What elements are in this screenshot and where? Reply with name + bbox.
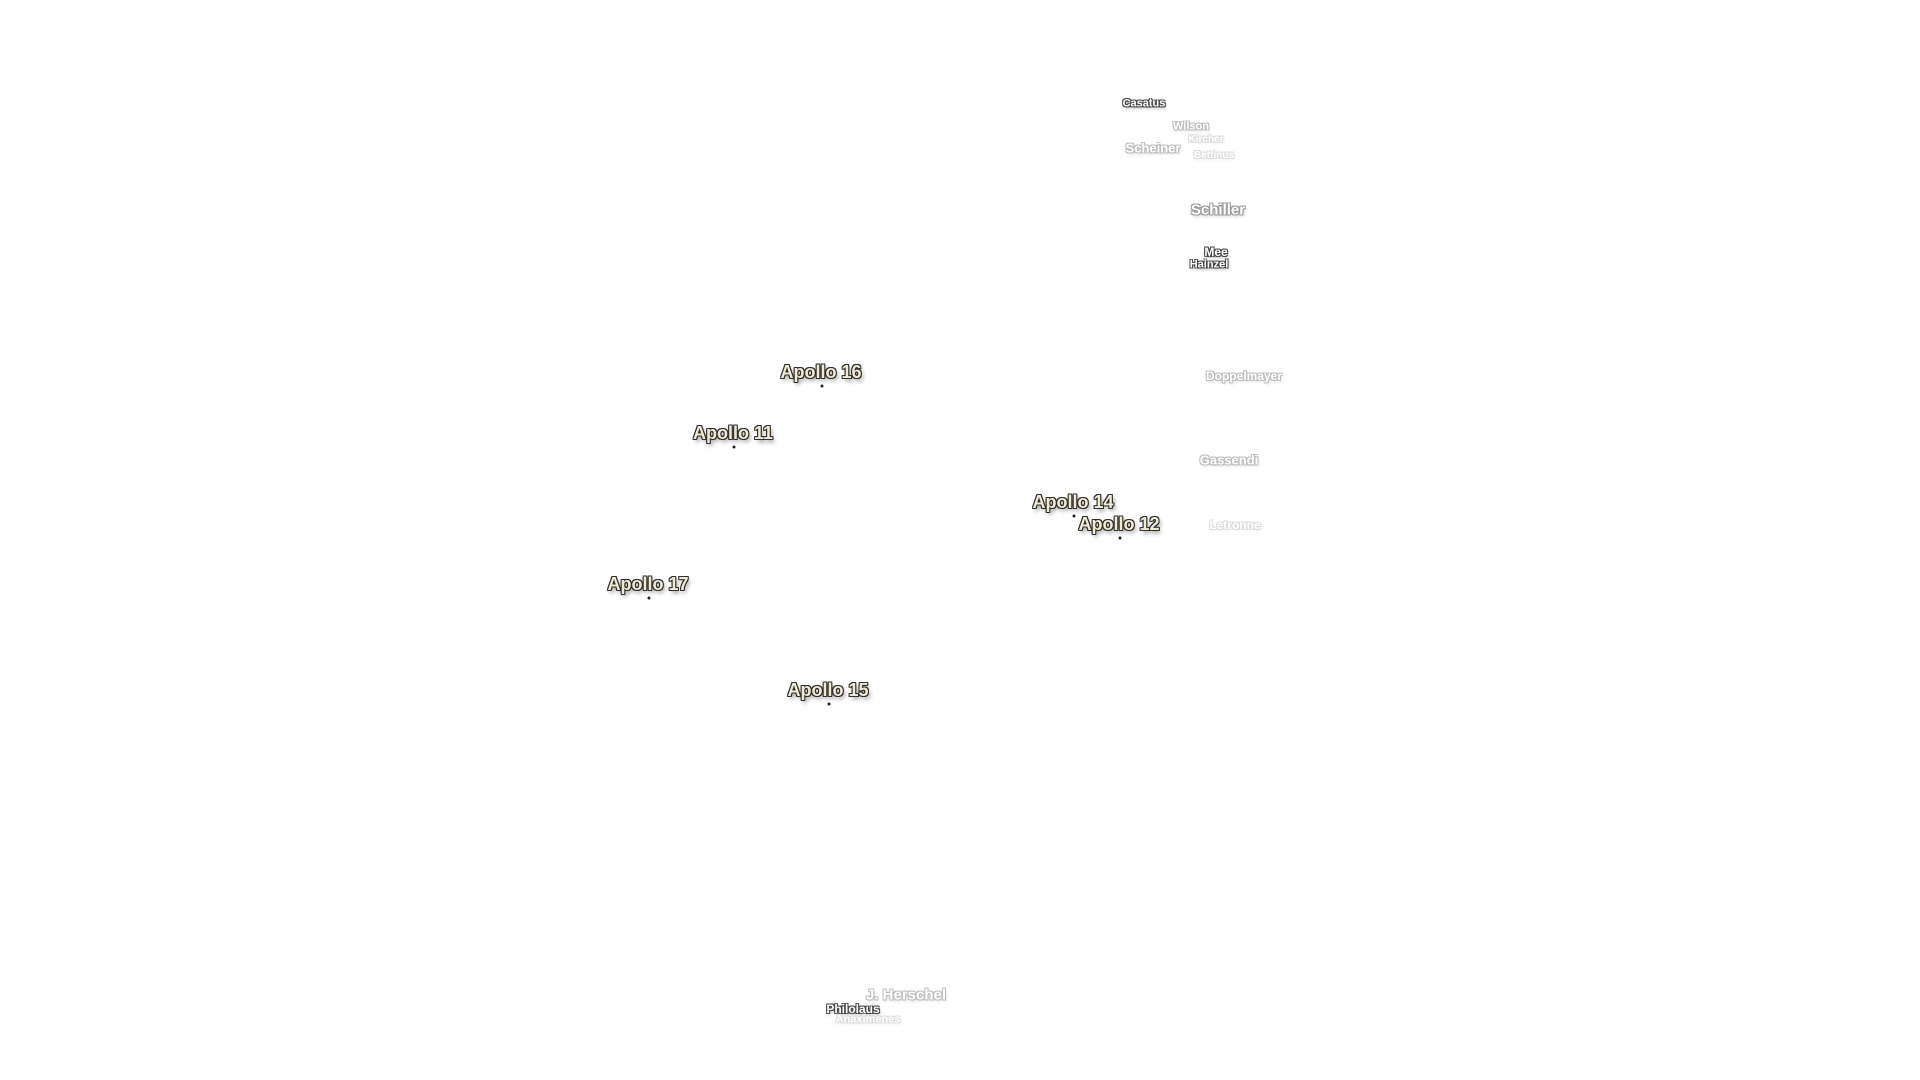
crater-label-kircher[interactable]: Kircher [1188,134,1224,145]
apollo-16-label[interactable]: Apollo 16 [780,362,862,382]
crater-label-hainzel[interactable]: Hainzel [1189,258,1229,271]
apollo-12-marker-icon[interactable] [1119,537,1122,540]
apollo-15-label[interactable]: Apollo 15 [787,680,869,700]
crater-label-j-herschel[interactable]: J. Herschel [865,986,947,1004]
crater-label-wilson[interactable]: Wilson [1173,120,1209,133]
apollo-17-marker-icon[interactable] [648,597,651,600]
apollo-14-marker-icon[interactable] [1073,515,1076,518]
apollo-12-label[interactable]: Apollo 12 [1078,514,1160,534]
crater-label-bettinus[interactable]: Bettinus [1194,150,1234,161]
apollo-14-label[interactable]: Apollo 14 [1032,492,1114,512]
crater-label-doppelmayer[interactable]: Doppelmayer [1205,369,1283,383]
crater-label-letronne[interactable]: Letronne [1209,518,1261,532]
crater-label-scheiner[interactable]: Scheiner [1125,140,1181,156]
crater-label-casatus[interactable]: Casatus [1122,97,1166,110]
apollo-11-marker-icon[interactable] [733,446,736,449]
crater-label-gassendi[interactable]: Gassendi [1199,452,1259,468]
crater-label-schiller[interactable]: Schiller [1190,201,1246,219]
apollo-15-marker-icon[interactable] [828,703,831,706]
apollo-11-label[interactable]: Apollo 11 [692,423,774,443]
apollo-17-label[interactable]: Apollo 17 [607,574,689,594]
crater-label-mee[interactable]: Mee [1204,245,1228,259]
apollo-16-marker-icon[interactable] [821,385,824,388]
crater-label-anaximenes[interactable]: Anaximenes [835,1013,901,1026]
crater-label-philolaus[interactable]: Philolaus [826,1002,880,1016]
